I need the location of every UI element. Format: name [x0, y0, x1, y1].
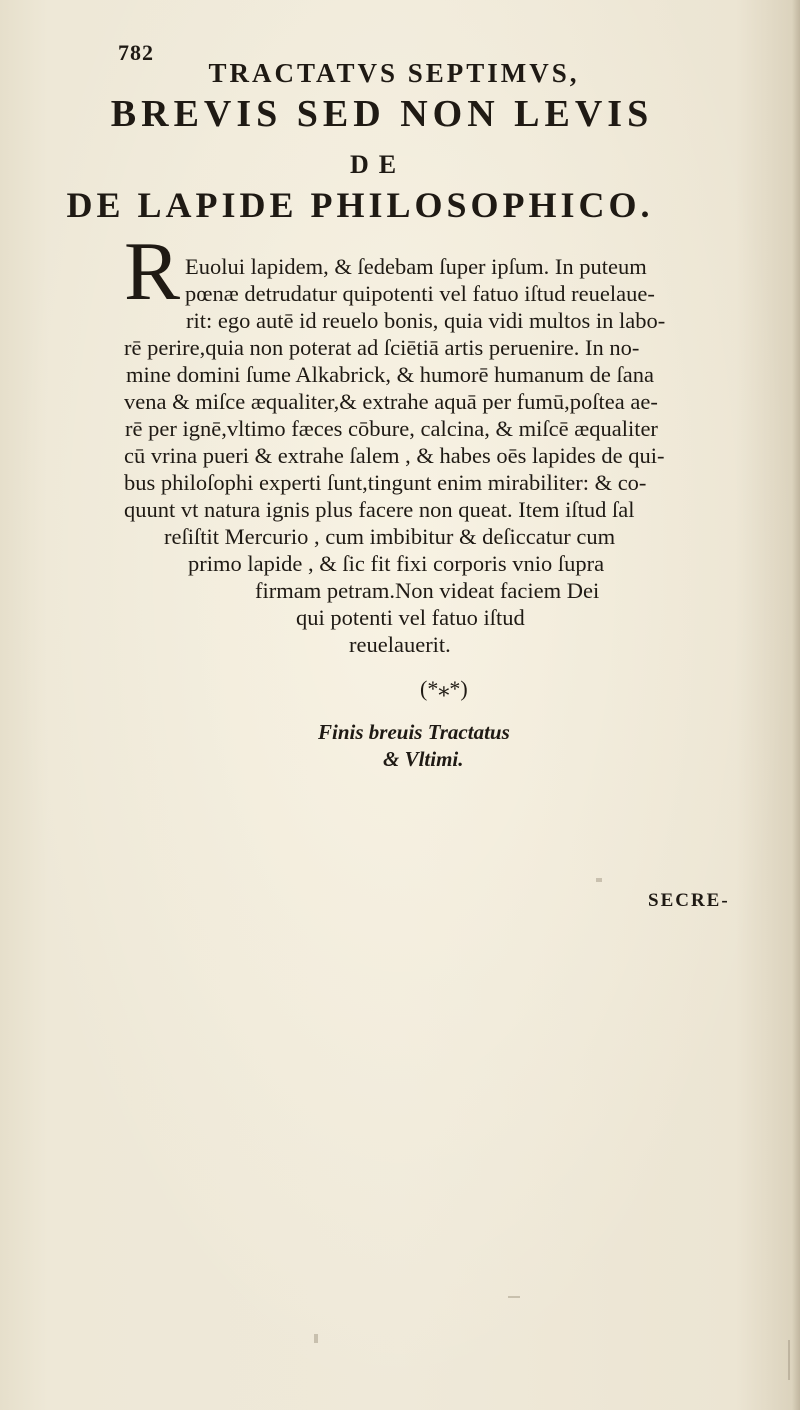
treatise-title: TRACTATVS SEPTIMVS,: [208, 58, 580, 88]
heading-de: DE: [349, 150, 407, 179]
chapter-heading: DE LAPIDE PHILOSOPHICO.: [66, 185, 654, 225]
treatise-subtitle: BREVIS SED NON LEVIS: [110, 93, 654, 135]
body-line: reuelauerit.: [349, 632, 451, 657]
ink-speck: [508, 1296, 520, 1298]
finis-line: & Vltimi.: [383, 747, 464, 771]
body-line: bus philoſophi experti ſunt,tingunt enim mirabiliter: & co-: [124, 470, 647, 495]
ornament-asterisks: (*⁎*): [420, 676, 468, 701]
ink-speck: [596, 878, 602, 882]
page-number: 782: [118, 40, 154, 65]
page-edge-shadow: [792, 0, 800, 1410]
body-line: primo lapide , & ſic fit fixi corporis vnio ſupra: [188, 551, 605, 576]
body-line: quunt vt natura ignis plus facere non queat. Item iſtud ſal: [124, 497, 635, 522]
body-line: reſiſtit Mercurio , cum imbibitur & deſiccatur cum: [164, 524, 616, 549]
body-line: qui potenti vel fatuo iſtud: [296, 605, 525, 630]
body-line: vena & miſce æqualiter,& extrahe aquā per fumū,poſtea ae-: [124, 389, 658, 414]
body-line: firmam petram.Non videat faciem Dei: [255, 578, 600, 603]
body-line: mine domini ſume Alkabrick, & humorē humanum de ſana: [126, 362, 655, 387]
body-line: cū vrina pueri & extrahe ſalem , & habes oēs lapides de qui-: [124, 443, 665, 468]
drop-cap-initial: R: [124, 225, 181, 318]
ink-speck: [788, 1340, 790, 1380]
ink-speck: [314, 1334, 318, 1343]
finis-line: Finis breuis Tractatus: [318, 720, 510, 744]
catchword: SECRE-: [648, 890, 730, 911]
body-line: rit: ego autē id reuelo bonis, quia vidi multos in labo-: [186, 308, 666, 333]
body-line: Euolui lapidem, & ſedebam ſuper ipſum. In puteum: [185, 254, 647, 279]
body-line: rē per ignē,vltimo fæces cōbure, calcina, & miſcē æqualiter: [125, 416, 658, 441]
body-line: rē perire,quia non poterat ad ſciētiā artis peruenire. In no-: [124, 335, 640, 360]
body-line: pœnæ detrudatur quipotenti vel fatuo iſtud reuelaue-: [185, 281, 655, 306]
